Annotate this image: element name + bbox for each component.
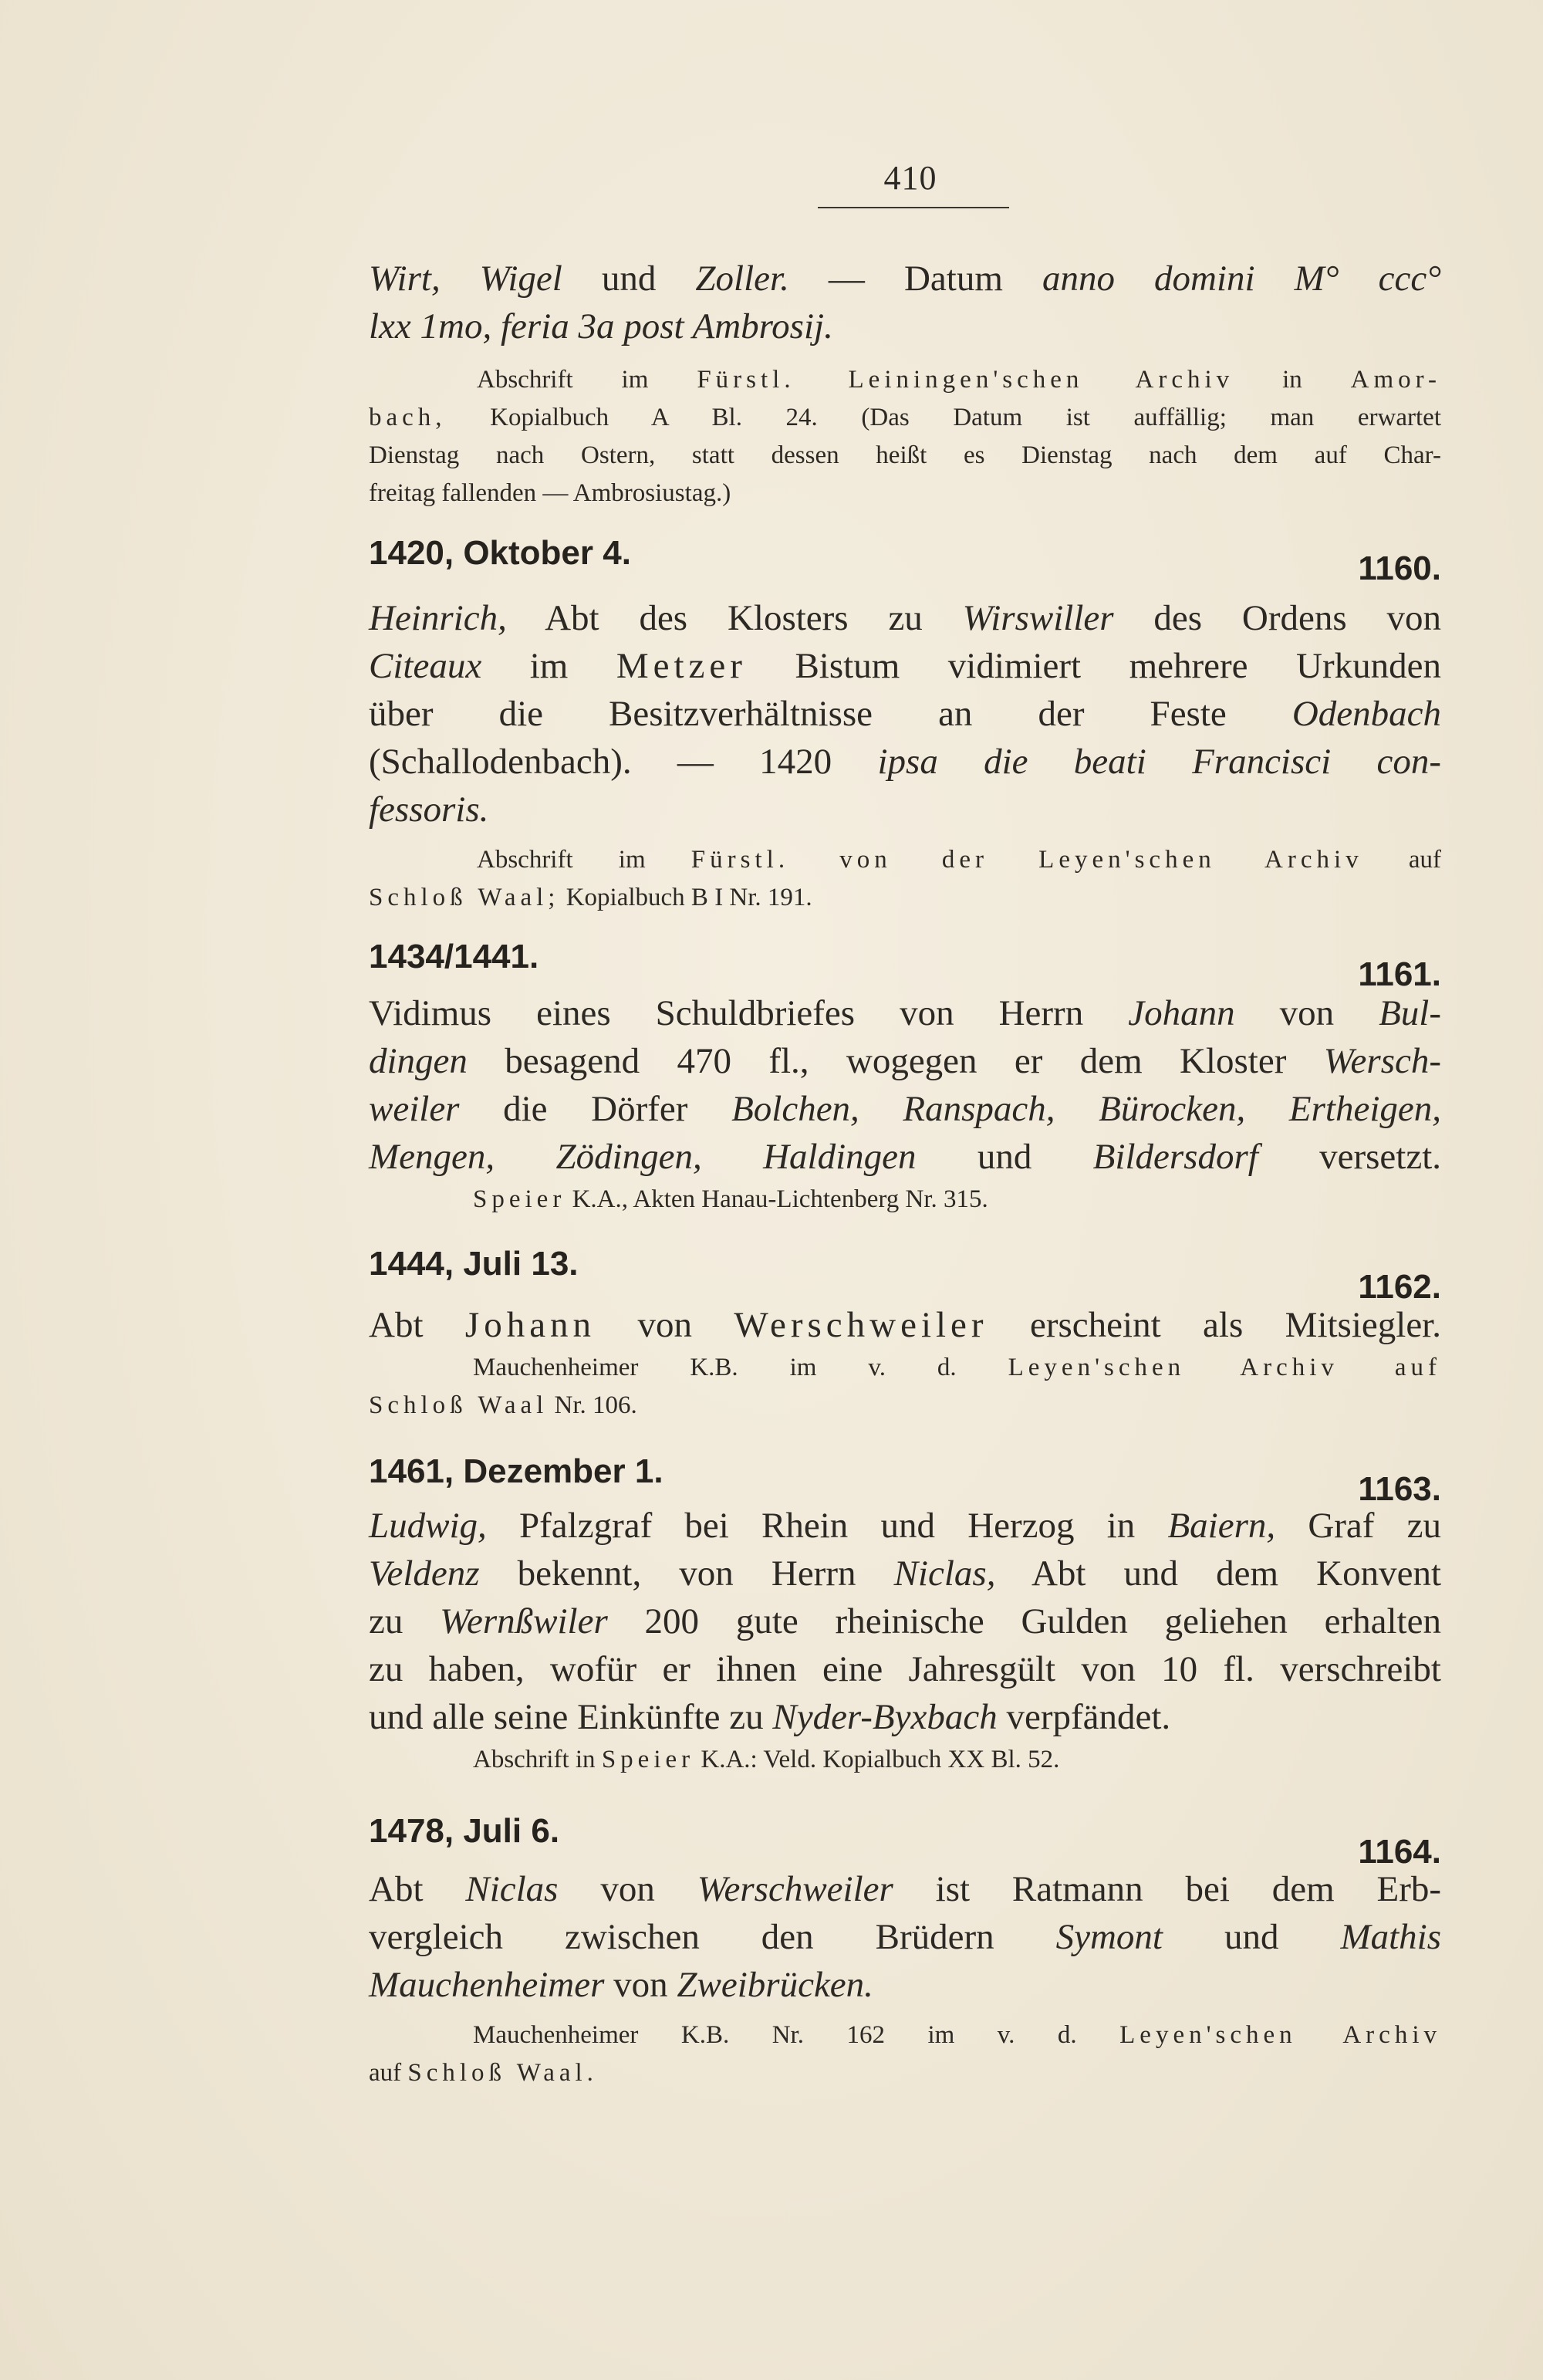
entry-text: vergleich zwischen den Brüdern [369, 1917, 1056, 1957]
entry-text: weiler [369, 1089, 460, 1129]
entry-text: Ludwig, [369, 1506, 487, 1546]
source-text: bach, [369, 404, 447, 431]
entry-line [369, 1502, 1441, 1550]
entry-date: 1420, Oktober 4. [369, 534, 631, 572]
entry-text: Veldenz [369, 1553, 480, 1594]
source-text: Schloß Waal; [369, 884, 560, 911]
entry-text: Citeaux [369, 646, 482, 686]
entry-text: Werschweiler [697, 1869, 893, 1909]
intro-text: Zoller. [695, 259, 789, 299]
entry-text: Pfalzgraf bei Rhein und Herzog in [486, 1506, 1168, 1546]
entry-text: Bul- [1379, 993, 1441, 1033]
entry-1163-body [369, 1502, 1441, 1779]
source-text: Speier [473, 1185, 566, 1213]
entry-text: Metzer [616, 646, 747, 686]
source-text: Leyen'schen Archiv [1119, 2021, 1441, 2049]
entry-text: Baiern, [1167, 1506, 1276, 1546]
entry-line [369, 1301, 1441, 1349]
source-line [369, 879, 1441, 917]
entry-text: von [1234, 993, 1379, 1033]
entry-text: Wernßwiler [440, 1601, 608, 1641]
entry-date: 1434/1441. [369, 938, 539, 975]
intro-line-2 [369, 303, 1441, 350]
entry-1160-body [369, 594, 1441, 917]
source-text: Abschrift im [477, 846, 691, 874]
entry-text: von [604, 1965, 677, 2005]
entry-text: Niclas, [893, 1553, 996, 1594]
entry-text: ipsa die beati Francisci con- [877, 742, 1441, 782]
entry-text: des Ordens von [1113, 598, 1441, 638]
entry-text: dingen [369, 1041, 468, 1081]
entry-date: 1444, Juli 13. [369, 1245, 579, 1283]
entry-text: zu [369, 1601, 441, 1641]
entry-number: 1160. [1358, 549, 1441, 587]
intro-source-line-4 [369, 475, 1441, 512]
entry-line [369, 594, 1441, 642]
entry-number: 1163. [1358, 1470, 1441, 1508]
entry-line [369, 1597, 1441, 1645]
intro-line-1 [369, 255, 1441, 303]
entry-text: Wersch- [1323, 1041, 1441, 1081]
entry-text: Abt und dem Konvent [995, 1553, 1441, 1594]
intro-source-line-3 [369, 437, 1441, 475]
entry-text: Mauchenheimer [369, 1965, 605, 2005]
source-text: in [1234, 366, 1351, 394]
source-text: Dienstag nach Ostern, statt dessen heißt es Dienstag nach dem auf Char- [369, 441, 1441, 469]
entry-text: Graf zu [1275, 1506, 1441, 1546]
entry-line [369, 1085, 1441, 1133]
entry-text: Johann [1128, 993, 1235, 1033]
entry-text: die Dörfer [459, 1089, 732, 1129]
source-line [369, 1349, 1441, 1387]
entry-1162-body [369, 1301, 1441, 1425]
entry-text: Vidimus eines Schuldbriefes von Herrn [369, 993, 1129, 1033]
entry-text: im [481, 646, 616, 686]
source-text: Fürstl. von der Leyen'schen Archiv [690, 846, 1363, 874]
source-text: auf [1362, 846, 1441, 874]
entry-text: und alle seine Einkünfte zu [369, 1697, 773, 1737]
source-text: Schloß Waal [369, 1391, 549, 1419]
entry-text: Symont [1055, 1917, 1163, 1957]
entry-text: Abt des Klosters zu [506, 598, 963, 638]
source-text: Leyen'schen Archiv auf [1008, 1354, 1441, 1381]
source-line [369, 1181, 1441, 1219]
entry-text: versetzt. [1258, 1137, 1442, 1177]
source-text: Kopialbuch B I Nr. 191. [559, 884, 812, 911]
entry-text: zu haben, wofür er ihnen eine Jahresgült von 10 fl. verschreibt [369, 1649, 1441, 1689]
source-text: Amor- [1350, 366, 1441, 394]
entry-number: 1164. [1358, 1833, 1441, 1871]
source-text: Abschrift im [477, 366, 697, 394]
entry-text: besagend 470 fl., wogegen er dem Kloster [467, 1041, 1324, 1081]
intro-source-line-1 [369, 361, 1441, 399]
source-text: Nr. 106. [548, 1391, 637, 1419]
entry-text: Zweibrücken. [677, 1965, 873, 2005]
entry-text: Werschweiler [734, 1305, 988, 1345]
intro-text: anno domini M° ccc° [1042, 259, 1442, 299]
source-text: freitag fallenden — Ambrosiustag.) [369, 479, 731, 507]
entry-line [369, 1693, 1441, 1741]
entry-line [369, 738, 1441, 786]
entry-text: 200 gute rheinische Gulden geliehen erhalten [607, 1601, 1441, 1641]
entry-1164-body [369, 1865, 1441, 2092]
entry-text: Mathis [1340, 1917, 1441, 1957]
entry-text: bekennt, von Herrn [479, 1553, 894, 1594]
entry-text: Bolchen, Ranspach, Bürocken, Ertheigen, [731, 1089, 1441, 1129]
entry-line [369, 1550, 1441, 1597]
entry-text: Nyder-Byxbach [772, 1697, 998, 1737]
entry-line [369, 690, 1441, 738]
entry-text: über die Besitzverhältnisse an der Feste [369, 694, 1292, 734]
entry-text: fessoris. [369, 789, 489, 830]
entry-text: Johann [464, 1305, 596, 1345]
entry-text: Bistum vidimiert mehrere Urkunden [746, 646, 1442, 686]
entry-text: und [916, 1137, 1093, 1177]
source-text: Speier [601, 1746, 695, 1773]
entry-text: (Schallodenbach). — 1420 [369, 742, 878, 782]
entry-text: von [558, 1869, 697, 1909]
source-text: Abschrift in [473, 1746, 602, 1773]
entry-line [369, 1037, 1441, 1085]
source-text: auf [369, 2059, 408, 2087]
intro-text: Wirt, Wigel [369, 259, 562, 299]
entry-number: 1162. [1358, 1268, 1441, 1306]
entry-1161-body [369, 989, 1441, 1219]
entry-number: 1161. [1358, 955, 1441, 993]
entry-text: von [596, 1305, 734, 1345]
intro-text: lxx 1mo, feria 3a post Ambrosij. [369, 306, 833, 347]
source-line [369, 2054, 1441, 2092]
source-text: Kopialbuch A Bl. 24. (Das Datum ist auffällig; man erwartet [446, 404, 1441, 431]
intro-block [369, 255, 1441, 512]
entry-text: ist Ratmann bei dem Erb- [893, 1869, 1442, 1909]
entry-line [369, 1913, 1441, 1961]
entry-text: Abt [369, 1305, 465, 1345]
source-line [369, 1387, 1441, 1425]
entry-text: Wirswiller [962, 598, 1114, 638]
entry-date: 1478, Juli 6. [369, 1812, 560, 1850]
intro-source-line-2 [369, 399, 1441, 437]
entry-text: und [1163, 1917, 1341, 1957]
entry-text: Abt [369, 1869, 466, 1909]
entry-text: Mengen, Zödingen, Haldingen [369, 1137, 917, 1177]
entry-date: 1461, Dezember 1. [369, 1452, 663, 1490]
entry-line [369, 1645, 1441, 1693]
entry-text: verpfändet. [997, 1697, 1171, 1737]
source-line [369, 841, 1441, 879]
source-line [369, 1741, 1441, 1779]
entry-text: Bildersdorf [1092, 1137, 1258, 1177]
entry-line [369, 1133, 1441, 1181]
entry-text: Heinrich, [369, 598, 507, 638]
entry-line [369, 1865, 1441, 1913]
source-text: K.A.: Veld. Kopialbuch XX Bl. 52. [694, 1746, 1060, 1773]
entry-text: Niclas [465, 1869, 559, 1909]
page-number: 410 [883, 159, 937, 197]
source-text: Mauchenheimer K.B. Nr. 162 im v. d. [473, 2021, 1120, 2049]
entry-text: erscheint als Mitsiegler. [988, 1305, 1441, 1345]
entry-line [369, 1961, 1441, 2009]
intro-text: — Datum [788, 259, 1042, 299]
entry-line [369, 642, 1441, 690]
entry-line [369, 989, 1441, 1037]
source-text: Mauchenheimer K.B. im v. d. [473, 1354, 1008, 1381]
entry-text: Odenbach [1291, 694, 1441, 734]
source-text: Fürstl. Leiningen'schen Archiv [697, 366, 1234, 394]
source-line [369, 2017, 1441, 2054]
source-text: K.A., Akten Hanau-Lichtenberg Nr. 315. [566, 1185, 988, 1213]
source-text: Schloß Waal. [407, 2059, 598, 2087]
entry-line [369, 786, 1441, 833]
intro-text: und [562, 259, 696, 299]
page-number-rule [818, 207, 1009, 208]
